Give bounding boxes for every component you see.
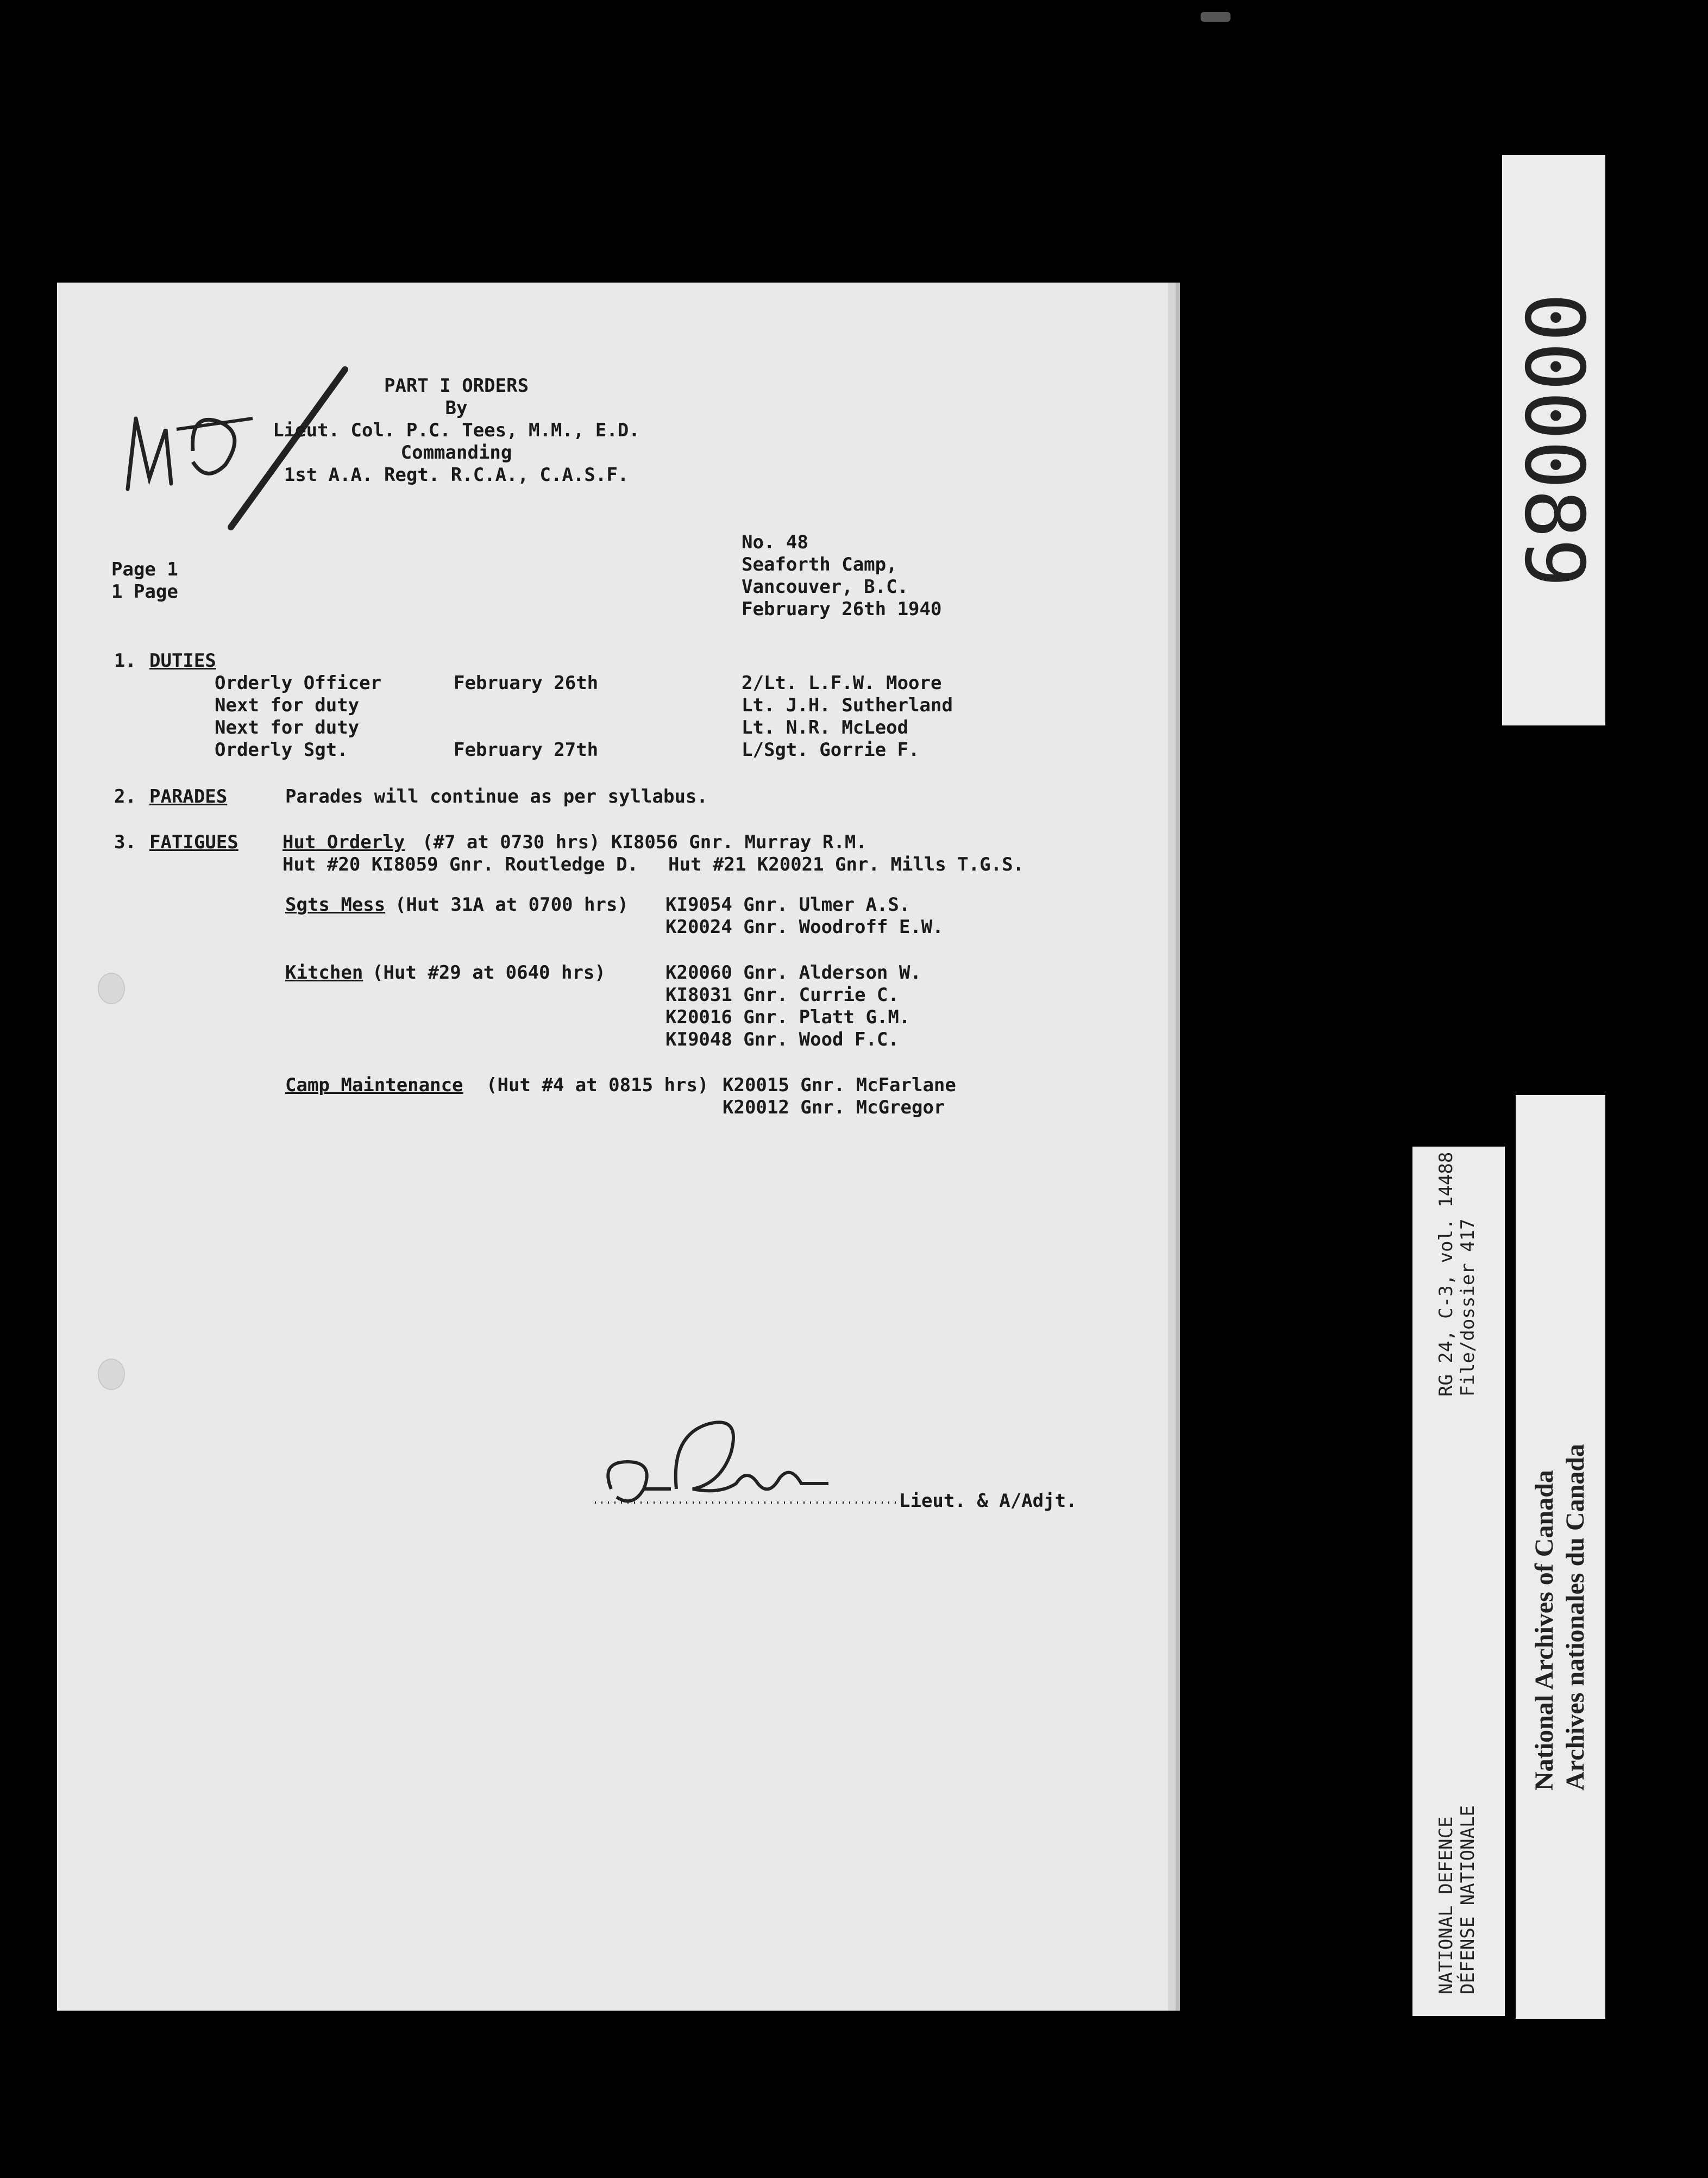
fatigue-man: K20024 Gnr. Woodroff E.W.: [665, 916, 944, 938]
camp-maintenance-label: Camp Maintenance: [285, 1074, 463, 1096]
archive-ref-line: File/dossier 417: [1457, 1218, 1479, 1397]
fatigue-man: K20012 Gnr. McGregor: [723, 1097, 945, 1118]
duty-name: 2/Lt. L.F.W. Moore: [742, 672, 942, 694]
fatigue-man: KI8031 Gnr. Currie C.: [665, 984, 899, 1006]
hut-orderly-line: Hut #21 K20021 Gnr. Mills T.G.S.: [668, 854, 1025, 875]
archives-name: Archives nationales du Canada: [1561, 1444, 1590, 1791]
hut-orderly-line: (#7 at 0730 hrs) KI8056 Gnr. Murray R.M.: [422, 831, 867, 853]
page-count: 1 Page: [111, 581, 178, 603]
microfilm-frame-number: [1502, 155, 1605, 725]
sgts-mess-detail: (Hut 31A at 0700 hrs): [395, 894, 629, 916]
page-number: Page 1: [111, 559, 178, 580]
hut-orderly-label: Hut Orderly: [282, 831, 405, 853]
duty-role: Orderly Sgt.: [215, 739, 348, 761]
section-heading-parades: PARADES: [149, 786, 228, 808]
parades-text: Parades will continue as per syllabus.: [285, 786, 708, 808]
archive-reference-strip: [1412, 1147, 1505, 2016]
handwritten-signature: [595, 1402, 921, 1522]
order-number: No. 48: [742, 531, 808, 553]
camp-maintenance-detail: (Hut #4 at 0815 hrs): [486, 1074, 709, 1096]
frame-number-text: 000089: [1506, 293, 1602, 587]
section-heading-fatigues: FATIGUES: [149, 831, 238, 853]
film-speck: [1201, 12, 1230, 22]
fatigue-man: K20015 Gnr. McFarlane: [723, 1074, 956, 1096]
fatigue-man: KI9054 Gnr. Ulmer A.S.: [665, 894, 910, 916]
duty-name: L/Sgt. Gorrie F.: [742, 739, 920, 761]
archive-ref-line: RG 24, C-3, vol. 14488: [1435, 1151, 1457, 1397]
fatigue-man: K20060 Gnr. Alderson W.: [665, 962, 921, 984]
duty-date: February 26th: [454, 672, 599, 694]
order-date: February 26th 1940: [742, 598, 942, 620]
duty-role: Next for duty: [215, 717, 360, 738]
section-number-parades: 2.: [114, 786, 136, 808]
duty-role: Next for duty: [215, 694, 360, 716]
section-heading-duties: DUTIES: [149, 650, 216, 672]
department-name: DÉFENSE NATIONALE: [1457, 1805, 1479, 1994]
camp-name: Seaforth Camp,: [742, 554, 897, 575]
hut-orderly-line: Hut #20 KI8059 Gnr. Routledge D.: [282, 854, 639, 875]
kitchen-label: Kitchen: [285, 962, 363, 984]
fatigue-man: KI9048 Gnr. Wood F.C.: [665, 1029, 899, 1050]
archives-canada-strip: [1516, 1095, 1605, 2019]
punch-hole-lower: [98, 1359, 125, 1390]
commanding-label: Commanding: [400, 442, 512, 464]
order-by: By: [445, 397, 468, 419]
duty-date: February 27th: [454, 739, 599, 761]
regiment-name: 1st A.A. Regt. R.C.A., C.A.S.F.: [284, 464, 629, 486]
signatory-title: Lieut. & A/Adjt.: [899, 1490, 1077, 1512]
kitchen-detail: (Hut #29 at 0640 hrs): [372, 962, 606, 984]
sgts-mess-label: Sgts Mess: [285, 894, 386, 916]
archives-name: National Archives of Canada: [1530, 1470, 1559, 1791]
city: Vancouver, B.C.: [742, 576, 909, 598]
order-document: [57, 283, 1168, 2011]
commanding-officer: Lieut. Col. P.C. Tees, M.M., E.D.: [273, 420, 640, 441]
duty-role: Orderly Officer: [215, 672, 382, 694]
section-number-fatigues: 3.: [114, 831, 136, 853]
order-title: PART I ORDERS: [384, 375, 529, 397]
section-number-duties: 1.: [114, 650, 136, 672]
punch-hole-upper: [98, 973, 125, 1004]
duty-name: Lt. J.H. Sutherland: [742, 694, 953, 716]
department-name: NATIONAL DEFENCE: [1435, 1816, 1457, 1994]
duty-name: Lt. N.R. McLeod: [742, 717, 909, 738]
fatigue-man: K20016 Gnr. Platt G.M.: [665, 1006, 910, 1028]
